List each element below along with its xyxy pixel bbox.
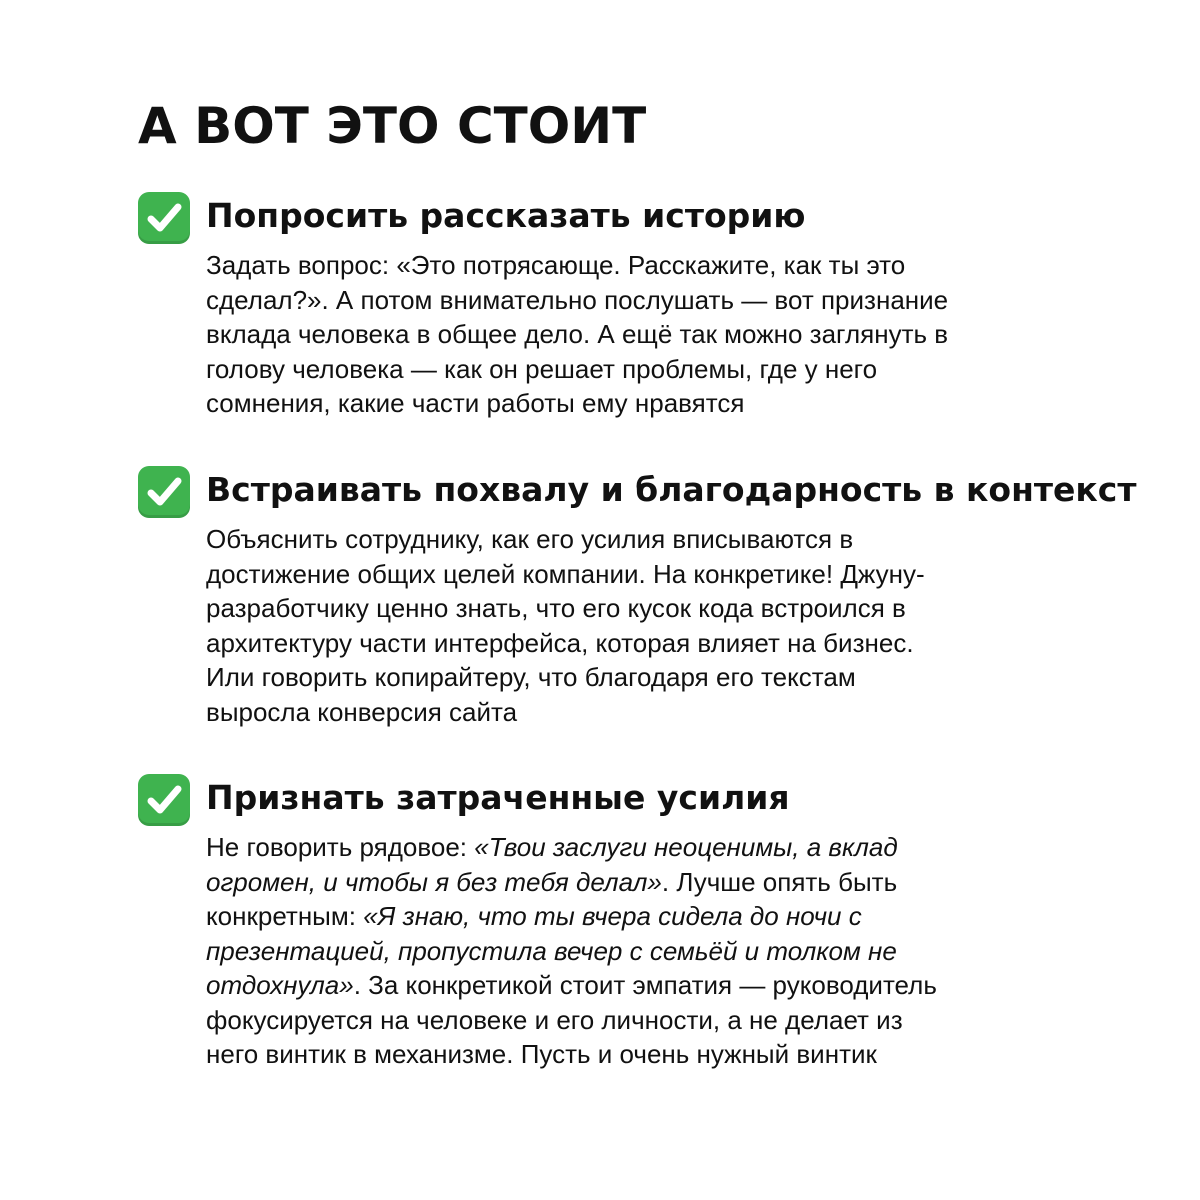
section-body: [206, 522, 1046, 729]
quote-text: «Я знаю, что ты вчера сидела до ночи с: [363, 901, 862, 931]
body-line: [206, 865, 1046, 900]
page-title: А ВОТ ЭТО СТОИТ: [138, 97, 647, 155]
body-line: архитектуру части интерфейса, которая влияет на бизнес.: [206, 627, 914, 658]
plain-text: Не говорить рядовое:: [206, 832, 475, 862]
body-line: сделал?». А потом внимательно послушать — вот признание: [206, 284, 949, 315]
quote-text: огромен, и чтобы я без тебя делал»: [206, 866, 662, 897]
section-3: [138, 774, 1138, 1084]
body-line: [206, 934, 1046, 969]
body-line: вклада человека в общее дело. А ещё так можно заглянуть в: [206, 319, 949, 349]
check-mark-button-icon: [138, 774, 190, 826]
section-body: [206, 830, 1046, 1072]
body-line: достижение общих целей компании. На конкретике! Джуну-: [206, 558, 925, 589]
body-line: [206, 968, 1046, 1003]
quote-text: отдохнула»: [206, 970, 354, 1000]
section-body: [206, 248, 1046, 421]
plain-text: . Лучше опять быть: [661, 866, 898, 897]
check-mark-button-icon: [138, 192, 190, 244]
quote-text: «Твои заслуги неоценимы, а вклад: [474, 832, 898, 862]
section-1: [138, 192, 1138, 432]
body-line: [206, 1003, 1046, 1038]
section-heading: Признать затраченные усилия: [206, 778, 790, 817]
plain-text: фокусируется на человеке и его личности, а не делает из: [206, 1004, 903, 1035]
section-heading: Встраивать похвалу и благодарность в контекст: [206, 470, 1137, 509]
body-line: разработчику ценно знать, что его кусок кода встроился в: [206, 593, 906, 623]
check-mark-button-icon: [138, 466, 190, 518]
section-2: [138, 466, 1138, 736]
plain-text: конкретным:: [206, 901, 364, 931]
plain-text: него винтик в механизме. Пусть и очень нужный винтик: [206, 1039, 877, 1069]
body-line: Объяснить сотруднику, как его усилия вписываются в: [206, 524, 854, 554]
quote-text: презентацией, пропустила вечер с семьёй и толком не: [206, 935, 897, 966]
plain-text: . За конкретикой стоит эмпатия — руководитель: [353, 970, 937, 1000]
section-heading: Попросить рассказать историю: [206, 196, 806, 235]
body-line: сомнения, какие части работы ему нравятся: [206, 388, 745, 418]
body-line: [206, 899, 1046, 934]
body-line: выросла конверсия сайта: [206, 696, 518, 727]
body-line: [206, 830, 1046, 865]
body-line: [206, 1037, 1046, 1072]
body-line: голову человека — как он решает проблемы, где у него: [206, 353, 878, 384]
body-line: Задать вопрос: «Это потрясающе. Расскажите, как ты это: [206, 250, 906, 280]
body-line: Или говорить копирайтеру, что благодаря его текстам: [206, 662, 856, 692]
